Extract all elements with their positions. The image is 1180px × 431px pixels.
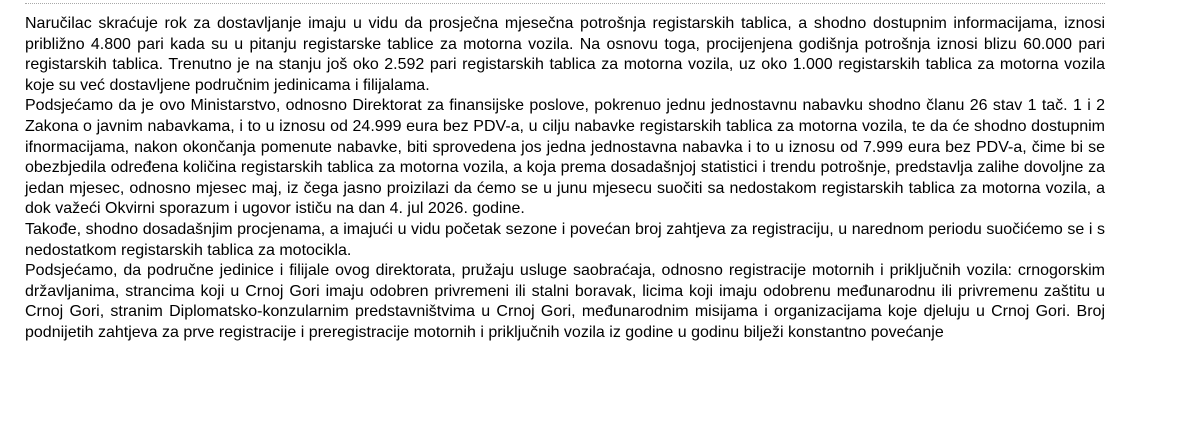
paragraph-services: Podsjećamo, da područne jedinice i filijale ovog direktorata, pružaju usluge saobraćaja, odnosno registracije motornih i priključnih vozila: crnogorskim državljanima, strancima koji u Crnoj Gori imaju odobren privremeni ili stalni boravak, licima koji imaju odobrenu međunarodnu ili privremenu zaštitu u Crnoj Gori, stranim Diplomatsko-konzularnim predstavništvima u Crnoj Gori, međunarodnim misijama i organizacijama koje djeluju u Crnoj Gori. Broj podnijetih zahtjeva za prve registracije i preregistracije motornih i priključnih vozila iz godine u godinu bilježi konstantno povećanje — [25, 262, 1105, 341]
paragraph-motorcycle-plates: Takođe, shodno dosadašnjim procjenama, a imajući u vidu početak sezone i povećan broj zahtjeva za registraciju, u narednom periodu suočićemo se i s nedostatkom registarskih tablica za motocikla. — [25, 220, 1105, 259]
paragraph-procurement: Podsjećamo da je ovo Ministarstvo, odnosno Direktorat za finansijske poslove, pokrenuo jednu jednostavnu nabavku shodno članu 26 stav 1 tač. 1 i 2 Zakona o javnim nabavkama, i to u iznosu od 24.999 eura bez PDV-a, u cilju nabavke registarskih tablica za motorna vozila, te da će shodno dostupnim ifnormacijama, nakon okončanja pomenute nabavke, biti sprovedena jos jedna jednostavna nabavka i to u iznosu od 7.999 eura bez PDV-a, čime bi se obezbjedila određena količina registarskih tablica za motorna vozila, a koja prema dosadašnjoj statistici i trendu potrošnje, predstavlja zalihe dovoljne za jedan mjesec, odnosno mjesec maj, iz čega jasno proizilazi da ćemo se u junu mjesecu suočiti sa nedostakom registarskih tablica za motorna vozila, a dok važeći Okvirni sporazum i ugovor ističu na dan 4. jul 2026. godine. — [25, 97, 1105, 218]
document-body — [25, 14, 1105, 344]
previous-line-fragment — [25, 0, 1105, 4]
paragraph-consumption: Naručilac skraćuje rok za dostavljanje imaju u vidu da prosječna mjesečna potrošnja registarskih tablica, a shodno dostupnim informacijama, iznosi približno 4.800 pari kada su u pitanju registarske tablice za motorna vozila. Na osnovu toga, procijenjena godišnja potrošnja iznosi blizu 60.000 pari registarskih tablica. Trenutno je na stanju još oko 2.592 pari registarskih tablica za motorna vozila, uz oko 1.000 registarskih tablica za motorna vozila koje su već dostavljene područnim jedinicama i filijalama. — [25, 15, 1105, 94]
